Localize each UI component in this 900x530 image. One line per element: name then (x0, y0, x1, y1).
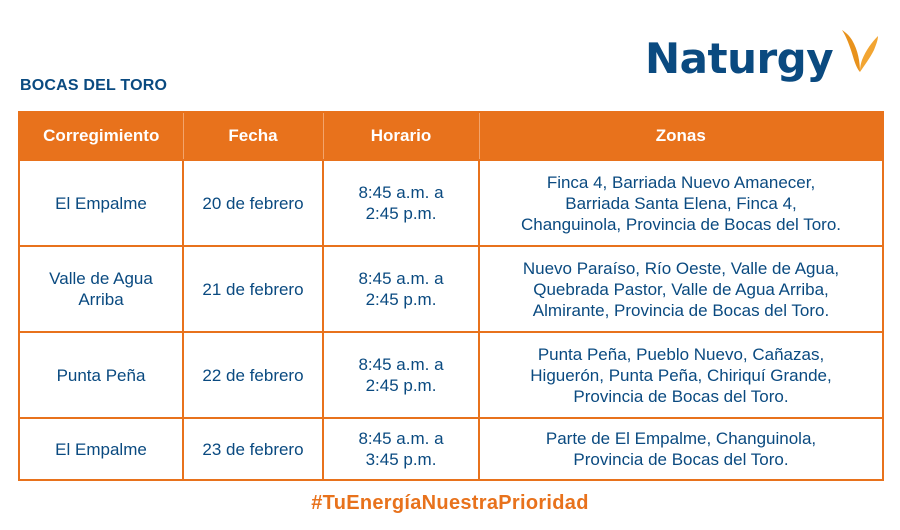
table-row (19, 160, 883, 246)
cell-corregimiento (19, 246, 183, 332)
zonas-line: Changuinola, Provincia de Bocas del Toro. (520, 214, 842, 234)
zonas-line: Parte de El Empalme, Changuinola, (545, 429, 817, 448)
table-row (19, 246, 883, 332)
cell-horario (323, 418, 479, 480)
cell-fecha: 23 de febrero (183, 418, 323, 480)
cell-horario (323, 160, 479, 246)
column-header-zonas: Zonas (479, 112, 883, 160)
cell-corregimiento: Punta Peña (19, 332, 183, 418)
zonas-line: Barriada Santa Elena, Finca 4, (565, 193, 797, 213)
horario-line: 8:45 a.m. a (358, 183, 444, 202)
cell-zonas (479, 332, 883, 418)
cell-fecha: 21 de febrero (183, 246, 323, 332)
zonas-line: Nuevo Paraíso, Río Oeste, Valle de Agua, (522, 258, 840, 278)
cell-zonas (479, 418, 883, 480)
corregimiento-line: Valle de Agua (49, 269, 153, 288)
cell-fecha: 20 de febrero (183, 160, 323, 246)
column-header-horario: Horario (323, 112, 479, 160)
zonas-line: Provincia de Bocas del Toro. (573, 386, 789, 406)
cell-zonas (479, 160, 883, 246)
butterfly-icon (838, 26, 880, 76)
naturgy-logo (645, 26, 885, 96)
table-row (19, 418, 883, 480)
zonas-line: Punta Peña, Pueblo Nuevo, Cañazas, (537, 344, 825, 364)
horario-line: 2:45 p.m. (365, 204, 437, 223)
horario-line: 2:45 p.m. (365, 376, 437, 395)
zonas-line: Finca 4, Barriada Nuevo Amanecer, (546, 172, 816, 192)
zonas-line: Almirante, Provincia de Bocas del Toro. (532, 300, 830, 320)
horario-line: 8:45 a.m. a (358, 355, 444, 374)
cell-corregimiento: El Empalme (19, 160, 183, 246)
horario-line: 8:45 a.m. a (358, 429, 444, 448)
cell-horario (323, 246, 479, 332)
zonas-line: Provincia de Bocas del Toro. (573, 450, 789, 469)
zonas-line: Higuerón, Punta Peña, Chiriquí Grande, (530, 365, 832, 385)
zonas-line: Quebrada Pastor, Valle de Agua Arriba, (533, 279, 829, 299)
region-title: BOCAS DEL TORO (20, 77, 168, 94)
cell-zonas (479, 246, 883, 332)
horario-line: 2:45 p.m. (365, 290, 437, 309)
cell-horario (323, 332, 479, 418)
horario-line: 3:45 p.m. (365, 450, 437, 469)
cell-fecha: 22 de febrero (183, 332, 323, 418)
table-row (19, 332, 883, 418)
horario-line: 8:45 a.m. a (358, 269, 444, 288)
schedule-table (18, 111, 884, 481)
column-header-corregimiento: Corregimiento (19, 112, 183, 160)
corregimiento-line: Arriba (78, 290, 124, 309)
column-header-fecha: Fecha (183, 112, 323, 160)
campaign-hashtag: #TuEnergíaNuestraPrioridad (311, 492, 589, 514)
table-header-row (19, 112, 883, 160)
cell-corregimiento: El Empalme (19, 418, 183, 480)
logo-wordmark: Naturgy (645, 34, 834, 83)
